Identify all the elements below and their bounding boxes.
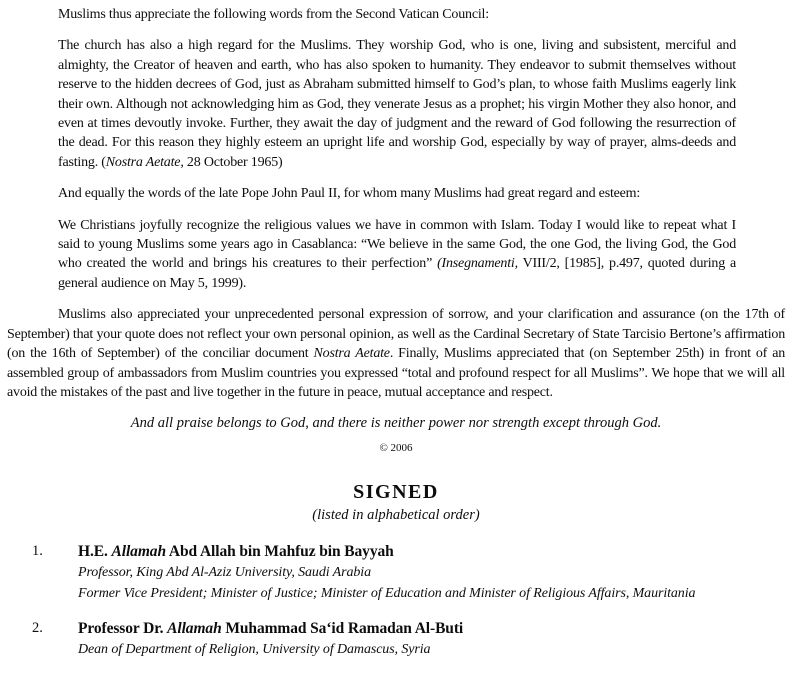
text-segment: Muslims also appreciated your unprecedented personal expression of sorrow, and your clarification and assurance (on the 17th of September) that your quote does not reflect your own personal opinion, as well as the Cardinal Secretary of State Tarcisio Bertone’s affirmation (on the 16th of September) of the conciliar document	[7, 307, 785, 362]
copyright-line: © 2006	[379, 441, 413, 454]
signatory-details	[78, 541, 785, 604]
text-segment: And equally the words of the late Pope John Paul II, for whom many Muslims had great regard and esteem:	[58, 186, 641, 202]
text-segment: Abd Allah bin Mahfuz bin Bayyah	[165, 543, 394, 561]
text-segment: Muslims thus appreciate the following words from the Second Vatican Council:	[58, 7, 489, 22]
signatory-name	[78, 618, 785, 639]
signatory-title: Dean of Department of Religion, University of Damascus, Syria	[78, 642, 431, 658]
vatican-council-quote	[58, 36, 736, 172]
john-paul-intro-paragraph	[7, 184, 785, 203]
text-segment: (Insegnamenti,	[437, 256, 518, 272]
text-segment: VIII/2, [1985], p.497, quoted during a general audience on May 5, 1999).	[58, 256, 736, 291]
text-segment: H.E.	[78, 543, 112, 561]
signatory-number: 2.	[32, 620, 43, 637]
text-segment: We Christians joyfully recognize the religious values we have in common with Islam. Today I would like to repeat what I said to young Muslims some years ago in Casablanca: “We believe in the same God, the one God, the living God, the God who created the world and brings his creatures to their perfection”	[58, 217, 736, 272]
signatory-title: Former Vice President; Minister of Justice; Minister of Education and Minister of Religious Affairs, Mauritania	[78, 586, 696, 602]
text-segment: . Finally, Muslims appreciated that (on September 25th) in front of an assembled group of ambassadors from Muslim countries you expressed “total and profound respect for all Muslims”. We hope that we will all avoid the mistakes of the past and live together in the future in peace, mutual acceptance and respect.	[7, 346, 786, 400]
text-segment: , 28 October 1965)	[180, 154, 283, 170]
text-segment: Muhammad Sa‘id Ramadan Al-Buti	[221, 620, 464, 638]
signatory-details	[78, 618, 785, 660]
signed-subtitle: (listed in alphabetical order)	[312, 506, 480, 523]
text-segment: Nostra Aetate	[313, 346, 390, 362]
text-segment: Allamah	[167, 620, 222, 638]
signatory-list	[7, 541, 785, 660]
text-segment: Nostra Aetate	[105, 154, 181, 170]
signatory-item-1	[7, 541, 785, 604]
john-paul-quote	[58, 216, 736, 294]
text-segment: Allamah	[111, 543, 166, 561]
signatory-item-2	[7, 618, 785, 660]
intro-paragraph	[7, 5, 785, 24]
appreciation-paragraph	[7, 305, 785, 402]
signatory-title: Professor, King Abd Al-Aziz University, Saudi Arabia	[78, 565, 371, 581]
signed-heading: SIGNED	[353, 480, 439, 503]
text-segment: The church has also a high regard for the Muslims. They worship God, who is one, living and subsistent, merciful and almighty, the Creator of heaven and earth, who has also spoken to humanity. They endeavor to submit themselves without reserve to the hidden decrees of God, just as Abraham submitted himself to God’s plan, to whose faith Muslims eagerly link their own. Although not acknowledging him as God, they venerate Jesus as a prophet; his virgin Mother they also honor, and even at times devoutly invoke. Further, they await the day of judgment and the reward of God following the resurrection of the dead. For this reason they highly esteem an upright life and worship God, especially by way of prayer, alms-deeds and fasting. (	[58, 38, 736, 170]
signatory-name	[78, 541, 785, 562]
doxology-line: And all praise belongs to God, and there is neither power nor strength except through God.	[130, 415, 662, 432]
text-segment: Professor Dr.	[78, 620, 168, 638]
signatory-number: 1.	[32, 543, 43, 560]
